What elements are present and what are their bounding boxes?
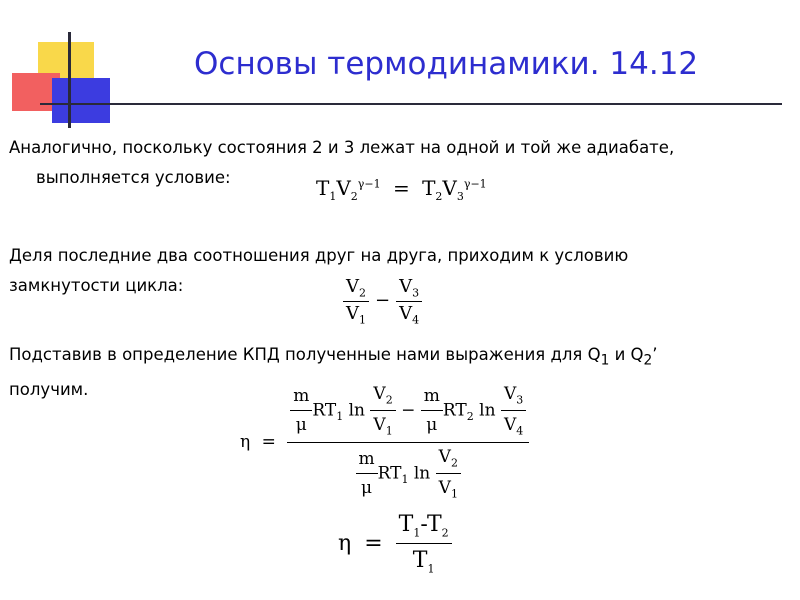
paragraph-line: получим. xyxy=(9,380,89,400)
subscript: 2 xyxy=(350,190,358,203)
symbol-ln: ln xyxy=(348,400,366,421)
formula-result xyxy=(338,512,452,576)
symbol-V: V xyxy=(373,384,386,404)
fraction xyxy=(343,276,369,326)
symbol-m: m xyxy=(421,386,443,411)
paragraph-line: Деля последние два соотношения друг на друга, приходим к условию xyxy=(9,246,629,265)
equals-sign: = xyxy=(364,530,383,556)
main-fraction xyxy=(287,384,529,501)
fraction xyxy=(356,449,378,498)
subscript: 1 xyxy=(359,313,366,327)
title-underline xyxy=(40,103,782,105)
text-run: Подставив в определение КПД полученные нами выражения для Q xyxy=(9,345,601,364)
subscript: 4 xyxy=(412,313,420,327)
symbol-V: V xyxy=(503,384,517,404)
exponent: γ−1 xyxy=(357,177,381,191)
paragraph-line xyxy=(9,340,789,375)
paragraph-line: Аналогично, поскольку состояния 2 и 3 лежат на одной и той же адиабате, xyxy=(9,138,675,157)
subscript: 2 xyxy=(643,352,653,369)
symbol-V: V xyxy=(442,176,457,200)
symbol-eta: η xyxy=(240,431,251,452)
fraction xyxy=(501,384,526,438)
paragraph-cycle xyxy=(9,241,628,301)
subscript: 1 xyxy=(329,190,337,203)
symbol-eta: η xyxy=(338,530,352,556)
subscript: 3 xyxy=(516,393,524,407)
exponent: γ−1 xyxy=(463,177,487,191)
minus-sign: − xyxy=(401,400,416,421)
symbol-RT: RT xyxy=(377,463,402,484)
symbol-V: V xyxy=(336,176,351,200)
subscript: 1 xyxy=(385,424,393,438)
symbol-T: T xyxy=(398,512,414,537)
subscript: 1 xyxy=(427,562,435,576)
subscript: 2 xyxy=(385,393,393,407)
subscript: 2 xyxy=(466,409,474,423)
decor-vertical-line xyxy=(68,32,71,128)
symbol-RT: RT xyxy=(312,400,337,421)
paragraph-line: замкнутости цикла: xyxy=(9,276,184,295)
symbol-V: V xyxy=(399,302,413,324)
fraction xyxy=(436,447,461,501)
decor-blue-square xyxy=(52,78,110,123)
denominator xyxy=(353,443,464,501)
fraction xyxy=(290,386,312,435)
slide-title: Основы термодинамики. 14.12 xyxy=(194,46,699,82)
fraction xyxy=(370,384,395,438)
subscript: 4 xyxy=(516,424,524,438)
symbol-mu: μ xyxy=(426,415,438,436)
symbol-mu: μ xyxy=(361,478,373,499)
subscript: 1 xyxy=(600,352,610,369)
subscript: 2 xyxy=(435,190,443,203)
minus-sign: − xyxy=(375,290,391,312)
symbol-minus-T: -T xyxy=(420,512,442,537)
symbol-V: V xyxy=(346,276,359,297)
subscript: 1 xyxy=(450,487,458,501)
symbol-V: V xyxy=(438,446,451,467)
symbol-T: T xyxy=(422,176,436,200)
paragraph-line: выполняется условие: xyxy=(36,168,231,187)
symbol-mu: μ xyxy=(295,415,307,436)
formula-adiabat xyxy=(316,176,487,203)
text-run: ’ xyxy=(652,345,658,364)
fraction xyxy=(396,276,422,326)
symbol-V: V xyxy=(346,302,359,324)
symbol-ln: ln xyxy=(413,463,431,484)
symbol-m: m xyxy=(356,449,378,474)
subscript: 2 xyxy=(450,456,458,470)
fraction xyxy=(396,512,452,576)
equals-sign: = xyxy=(261,431,276,452)
symbol-V: V xyxy=(438,478,451,499)
symbol-T: T xyxy=(316,176,330,200)
equals-sign: = xyxy=(392,176,410,200)
symbol-ln: ln xyxy=(479,400,496,421)
subscript: 3 xyxy=(456,190,464,203)
subscript: 1 xyxy=(336,409,344,423)
subscript: 1 xyxy=(401,472,409,486)
subscript: 2 xyxy=(441,526,449,540)
formula-cycle-closure xyxy=(343,276,422,326)
subscript: 2 xyxy=(359,286,366,300)
subscript: 3 xyxy=(412,286,420,300)
fraction xyxy=(421,386,443,435)
symbol-V: V xyxy=(373,415,386,436)
subscript: 1 xyxy=(413,526,421,540)
text-run: и Q xyxy=(609,345,644,364)
symbol-RT: RT xyxy=(442,400,467,421)
symbol-T: T xyxy=(412,548,428,574)
symbol-V: V xyxy=(503,415,517,436)
symbol-V: V xyxy=(399,276,413,297)
formula-efficiency xyxy=(240,384,529,501)
numerator xyxy=(287,384,529,443)
symbol-m: m xyxy=(290,386,312,411)
